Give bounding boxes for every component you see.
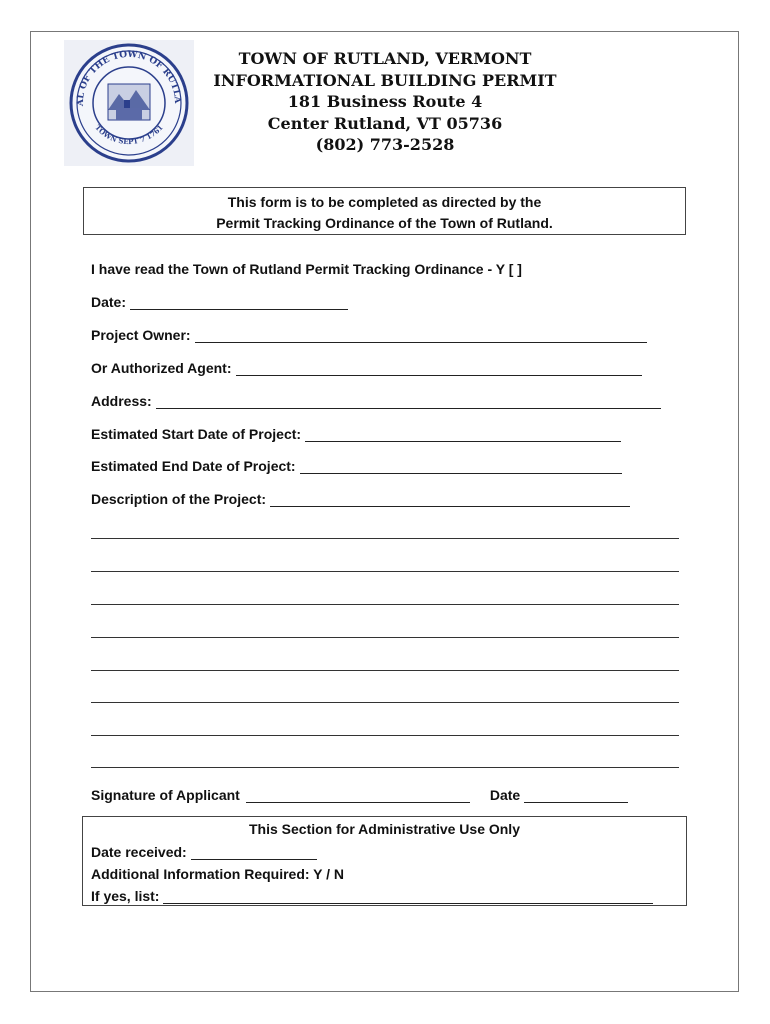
- admin-section: [82, 816, 687, 906]
- signature-date-input-line[interactable]: [524, 788, 628, 803]
- project-owner-field: [91, 327, 647, 343]
- description-label: Description of the Project:: [91, 491, 267, 507]
- notice-line-1: This form is to be completed as directed by the: [227, 194, 542, 210]
- start-date-field: [91, 426, 621, 442]
- date-input-line[interactable]: [130, 295, 348, 310]
- date-received-row: [91, 844, 317, 860]
- signature-date-label: Date: [489, 787, 521, 803]
- signature-field: [91, 787, 628, 803]
- header-phone: (802) 773-2528: [315, 135, 455, 154]
- description-line[interactable]: [91, 702, 679, 703]
- additional-info-row: [91, 866, 344, 882]
- description-line[interactable]: [91, 735, 679, 736]
- address-field: [91, 393, 661, 409]
- end-date-input-line[interactable]: [300, 459, 622, 474]
- address-label: Address:: [91, 393, 152, 409]
- description-line[interactable]: [91, 670, 679, 671]
- list-row: [91, 888, 653, 904]
- project-owner-input-line[interactable]: [195, 328, 647, 343]
- list-label: If yes, list:: [91, 888, 160, 904]
- header-title: INFORMATIONAL BUILDING PERMIT: [213, 70, 557, 90]
- ordinance-notice: [83, 187, 686, 235]
- date-received-label: Date received:: [91, 844, 187, 860]
- town-seal: [64, 40, 194, 166]
- date-field: [91, 294, 348, 310]
- svg-text:SEAL OF THE TOWN OF RUTLAND: AL OF THE TOWN OF RUTLA: [75, 49, 183, 107]
- address-input-line[interactable]: [156, 394, 661, 409]
- end-date-field: [91, 458, 622, 474]
- description-line[interactable]: [91, 538, 679, 539]
- signature-input-line[interactable]: [246, 788, 470, 803]
- authorized-agent-label: Or Authorized Agent:: [91, 360, 232, 376]
- authorized-agent-field: [91, 360, 642, 376]
- date-label: Date:: [91, 294, 127, 310]
- date-received-input-line[interactable]: [191, 845, 317, 860]
- header-town: TOWN OF RUTLAND, VERMONT: [238, 49, 532, 68]
- description-input-line[interactable]: [270, 492, 630, 507]
- description-line[interactable]: [91, 637, 679, 638]
- form-header: [200, 48, 570, 156]
- description-line[interactable]: [91, 767, 679, 768]
- admin-title: This Section for Administrative Use Only: [249, 821, 520, 837]
- start-date-label: Estimated Start Date of Project:: [91, 426, 302, 442]
- description-line[interactable]: [91, 604, 679, 605]
- authorized-agent-input-line[interactable]: [236, 361, 642, 376]
- seal-emblem-icon: [64, 40, 194, 166]
- notice-line-2: Permit Tracking Ordinance of the Town of Rutland.: [216, 215, 553, 231]
- start-date-input-line[interactable]: [305, 427, 621, 442]
- ordinance-acknowledgement: [91, 261, 522, 277]
- description-line[interactable]: [91, 571, 679, 572]
- ordinance-label[interactable]: I have read the Town of Rutland Permit Tracking Ordinance - Y [ ]: [91, 261, 522, 277]
- end-date-label: Estimated End Date of Project:: [91, 458, 296, 474]
- description-field: [91, 491, 630, 507]
- project-owner-label: Project Owner:: [91, 327, 191, 343]
- header-city: Center Rutland, VT 05736: [267, 113, 503, 133]
- header-address: 181 Business Route 4: [287, 92, 483, 111]
- additional-info-label[interactable]: Additional Information Required: Y / N: [91, 866, 345, 882]
- signature-label: Signature of Applicant: [91, 787, 240, 803]
- list-input-line[interactable]: [163, 889, 653, 904]
- svg-text:TOWN SEPT 7 1761: TOWN SEPT 7 1761: [93, 122, 165, 147]
